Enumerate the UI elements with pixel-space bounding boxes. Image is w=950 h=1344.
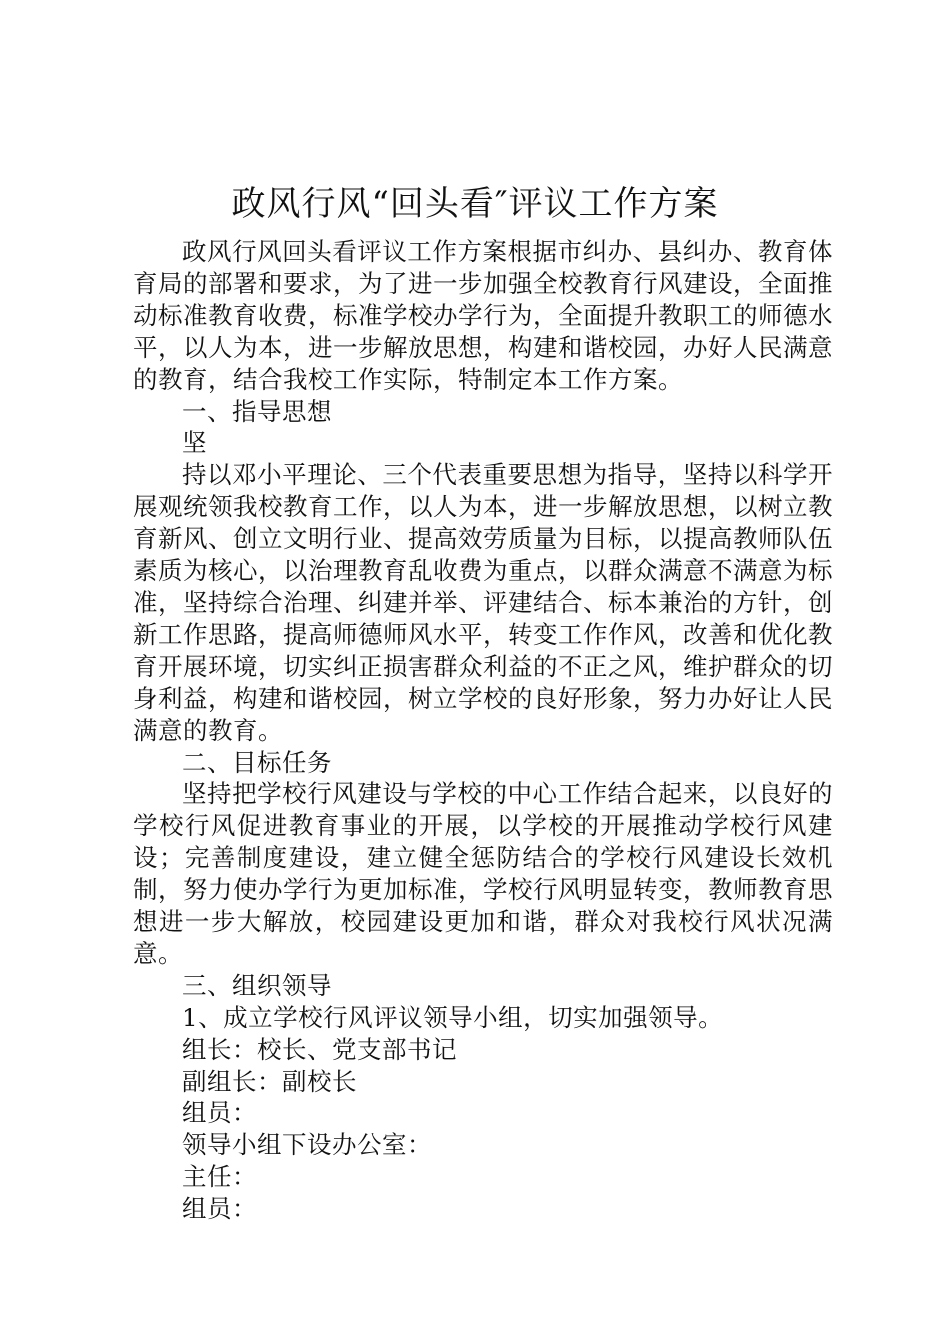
members-line: 组员： <box>182 1098 257 1128</box>
organization-item-1: 1、成立学校行风评议领导小组，切实加强领导。 <box>182 1002 724 1032</box>
section-heading-organization: 三、组织领导 <box>182 970 332 1000</box>
document-title: 政风行风“回头看″评议工作方案 <box>231 184 719 224</box>
office-members-line: 组员： <box>182 1194 257 1224</box>
goals-paragraph: 坚持把学校行风建设与学校的中心工作结合起来，以良好的学校行风促进教育事业的开展，以学校的开展推动学校行风建设；完善制度建设，建立健全惩防结合的学校行风建设长效机制，努力使办学行为更加标准，学校行风明显转变，教师教育思想进一步大解放，校园建设更加和谐，群众对我校行风状况满意。 <box>133 779 833 968</box>
group-leader-line: 组长：校长、党支部书记 <box>182 1034 457 1064</box>
guiding-ideology-paragraph: 持以邓小平理论、三个代表重要思想为指导，坚持以科学开展观统领我校教育工作，以人为本，进一步解放思想，以树立教育新风、创立文明行业、提高效劳质量为目标，以提高教师队伍素质为核心，以治理教育乱收费为重点，以群众满意不满意为标准，坚持综合治理、纠建并举、评建结合、标本兼治的方针，创新工作思路，提高师德师风水平，转变工作作风，改善和优化教育开展环境，切实纠正损害群众利益的不正之风，维护群众的切身利益，构建和谐校园，树立学校的良好形象，努力办好让人民满意的教育。 <box>133 460 833 745</box>
section-heading-guiding-ideology: 一、指导思想 <box>182 396 332 426</box>
section-heading-goals: 二、目标任务 <box>182 747 332 777</box>
office-line: 领导小组下设办公室： <box>182 1130 432 1160</box>
director-line: 主任： <box>182 1162 257 1192</box>
intro-paragraph: 政风行风回头看评议工作方案根据市纠办、县纠办、教育体育局的部署和要求，为了进一步加强全校教育行风建设，全面推动标准教育收费，标准学校办学行为，全面提升教职工的师德水平，以人为本，进一步解放思想，构建和谐校园，办好人民满意的教育，结合我校工作实际，特制定本工作方案。 <box>133 237 833 394</box>
deputy-leader-line: 副组长：副校长 <box>182 1066 357 1096</box>
document-body <box>133 236 833 1225</box>
paragraph-fragment: 坚 <box>182 428 207 458</box>
